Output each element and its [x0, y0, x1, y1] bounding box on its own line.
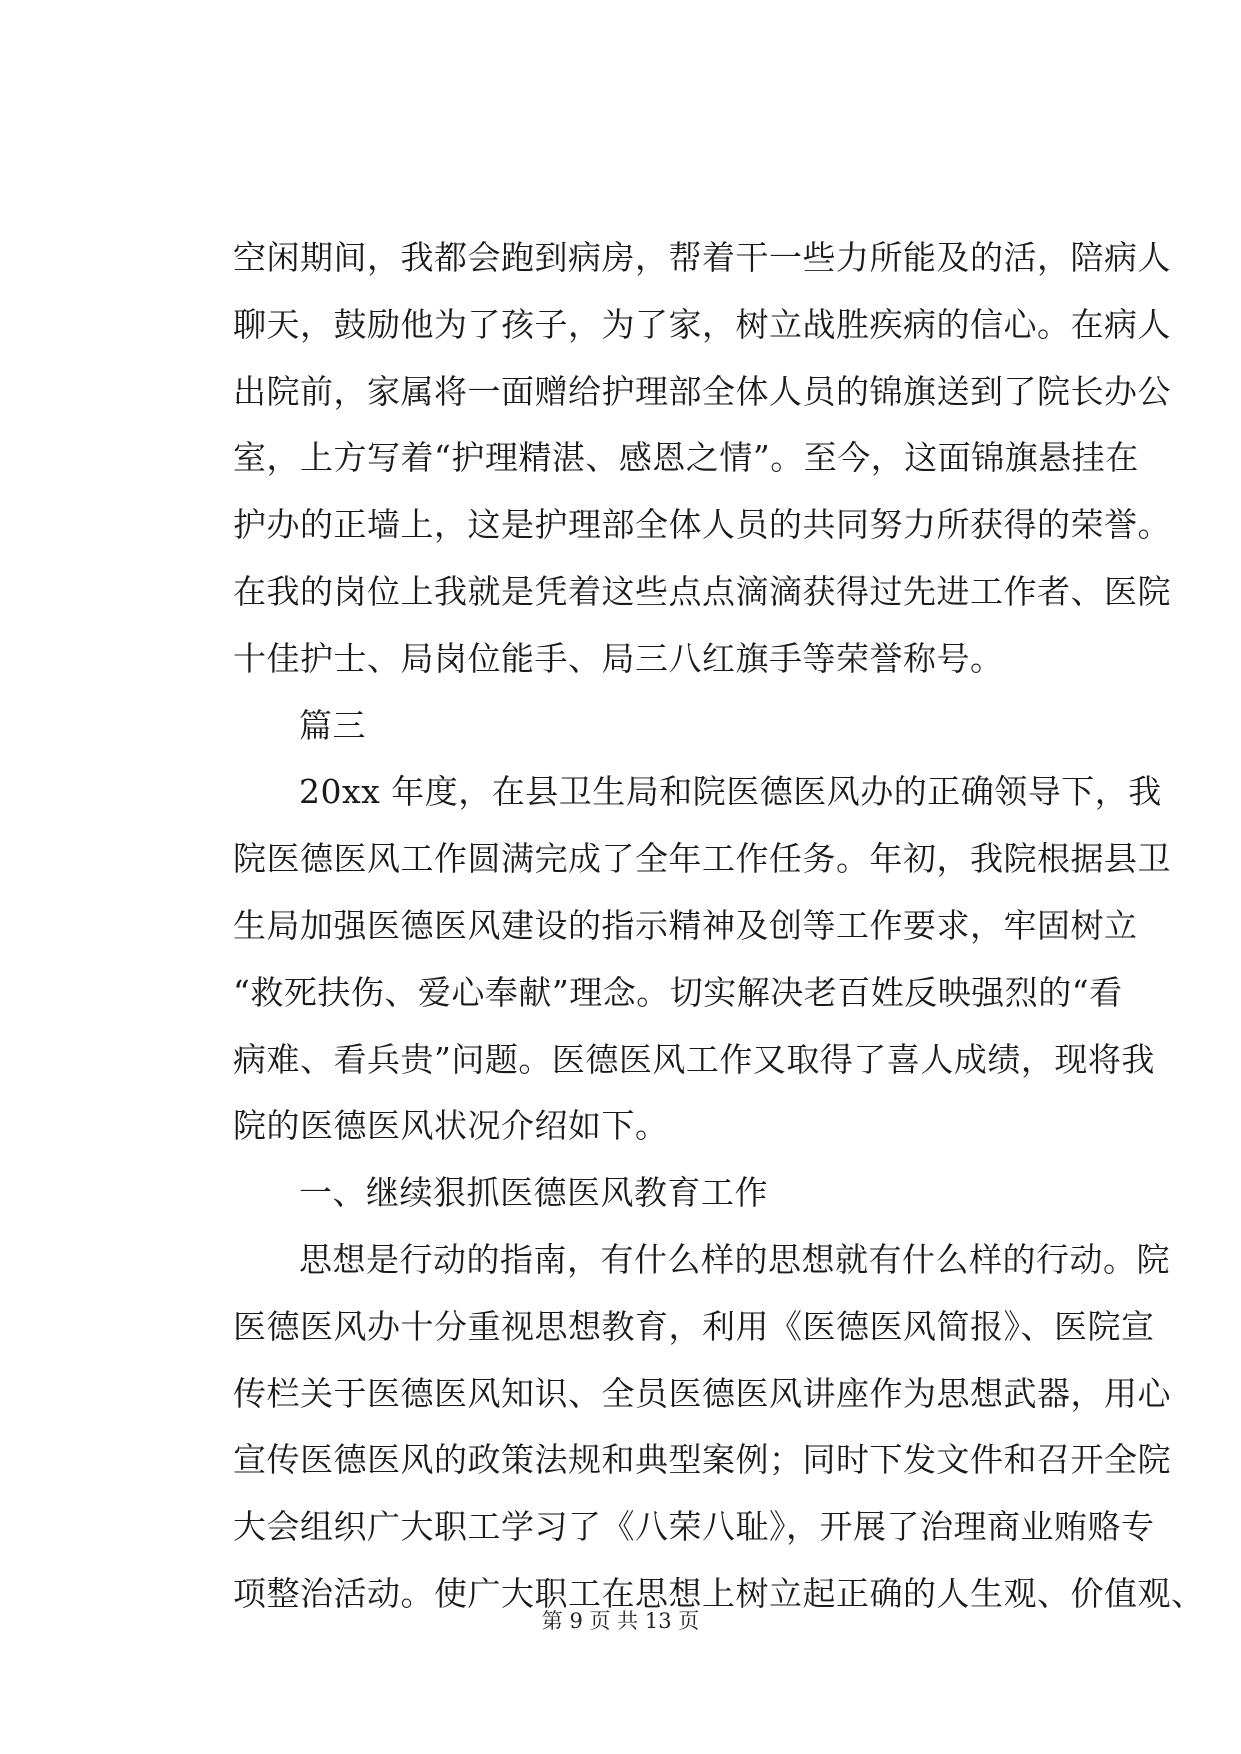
text-line: 护办的正墙上，这是护理部全体人员的共同努力所获得的荣誉。	[233, 505, 1171, 545]
text-line: 出院前，家属将一面赠给护理部全体人员的锦旗送到了院长办公	[233, 371, 1171, 411]
text-line: 思想是行动的指南，有什么样的思想就有什么样的行动。院	[299, 1239, 1170, 1279]
text-line: 篇三	[299, 705, 366, 745]
text-line: 大会组织广大职工学习了《八荣八耻》，开展了治理商业贿赂专	[233, 1507, 1155, 1547]
text-line: 聊天，鼓励他为了孩子，为了家，树立战胜疾病的信心。在病人	[233, 304, 1171, 344]
text-line: 一、继续狠抓医德医风教育工作	[299, 1173, 768, 1213]
text-line: 生局加强医德医风建设的指示精神及创等工作要求，牢固树立	[233, 905, 1138, 945]
text-line: 十佳护士、局岗位能手、局三八红旗手等荣誉称号。	[233, 638, 1004, 678]
document-body	[233, 225, 1205, 1628]
text-line: 病难、看兵贵”问题。医德医风工作又取得了喜人成绩，现将我	[233, 1039, 1155, 1079]
page-footer: 第 9 页 共 13 页	[541, 1609, 700, 1633]
text-line: 院的医德医风状况介绍如下。	[233, 1106, 669, 1146]
text-line: 室，上方写着“护理精湛、感恩之情”。至今，这面锦旗悬挂在	[233, 438, 1139, 478]
text-line: 项整治活动。使广大职工在思想上树立起正确的人生观、价值观、	[233, 1573, 1205, 1613]
text-line: 传栏关于医德医风知识、全员医德医风讲座作为思想武器，用心	[233, 1373, 1171, 1413]
text-line: “救死扶伤、爱心奉献”理念。切实解决老百姓反映强烈的“看	[233, 972, 1123, 1012]
text-line: 空闲期间，我都会跑到病房，帮着干一些力所能及的活，陪病人	[233, 238, 1171, 277]
text-line: 宣传医德医风的政策法规和典型案例；同时下发文件和召开全院	[233, 1440, 1171, 1480]
text-line: 院医德医风工作圆满完成了全年工作任务。年初，我院根据县卫	[233, 839, 1171, 879]
text-line: 医德医风办十分重视思想教育，利用《医德医风简报》、医院宣	[233, 1306, 1155, 1346]
text-line: 20xx 年度，在县卫生局和院医德医风办的正确领导下，我	[299, 772, 1162, 812]
text-line: 在我的岗位上我就是凭着这些点点滴滴获得过先进工作者、医院	[233, 571, 1171, 611]
